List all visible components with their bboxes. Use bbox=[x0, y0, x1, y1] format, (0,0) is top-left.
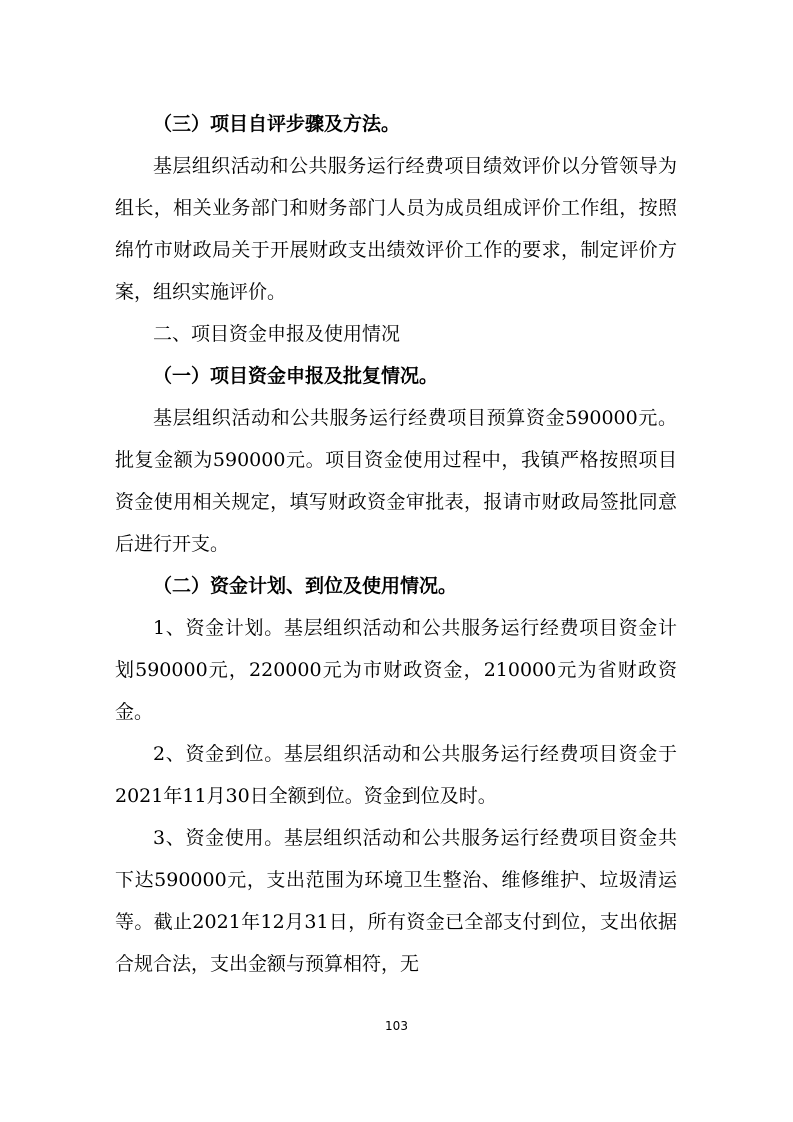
paragraph-fund-usage: 3、资金使用。基层组织活动和公共服务运行经费项目资金共下达590000元，支出范围为环境卫生整治、维修维护、垃圾清运等。截止2021年12月31日，所有资金已全部支付到位，支出依据合规合法，支出金额与预算相符，无 bbox=[115, 827, 677, 975]
section-heading-fund-application-usage: 二、项目资金申报及使用情况 bbox=[153, 323, 401, 345]
subsection-heading-fund-application-approval: （一）项目资金申报及批复情况。 bbox=[153, 365, 439, 387]
subsection-heading-fund-plan-arrival-usage: （二）资金计划、到位及使用情况。 bbox=[153, 575, 458, 597]
section-heading-self-evaluation-steps: （三）项目自评步骤及方法。 bbox=[153, 113, 401, 135]
page-number: 103 bbox=[385, 1019, 408, 1033]
paragraph-evaluation-team: 基层组织活动和公共服务运行经费项目绩效评价以分管领导为组长，相关业务部门和财务部门人员为成员组成评价工作组，按照绵竹市财政局关于开展财政支出绩效评价工作的要求，制定评价方案，组织实施评价。 bbox=[115, 155, 677, 303]
paragraph-budget-approval: 基层组织活动和公共服务运行经费项目预算资金590000元。批复金额为590000元。项目资金使用过程中，我镇严格按照项目资金使用相关规定，填写财政资金审批表，报请市财政局签批同意后进行开支。 bbox=[115, 407, 677, 555]
paragraph-fund-plan: 1、资金计划。基层组织活动和公共服务运行经费项目资金计划590000元，220000元为市财政资金，210000元为省财政资金。 bbox=[115, 617, 677, 723]
paragraph-fund-arrival: 2、资金到位。基层组织活动和公共服务运行经费项目资金于2021年11月30日全额到位。资金到位及时。 bbox=[115, 743, 677, 807]
